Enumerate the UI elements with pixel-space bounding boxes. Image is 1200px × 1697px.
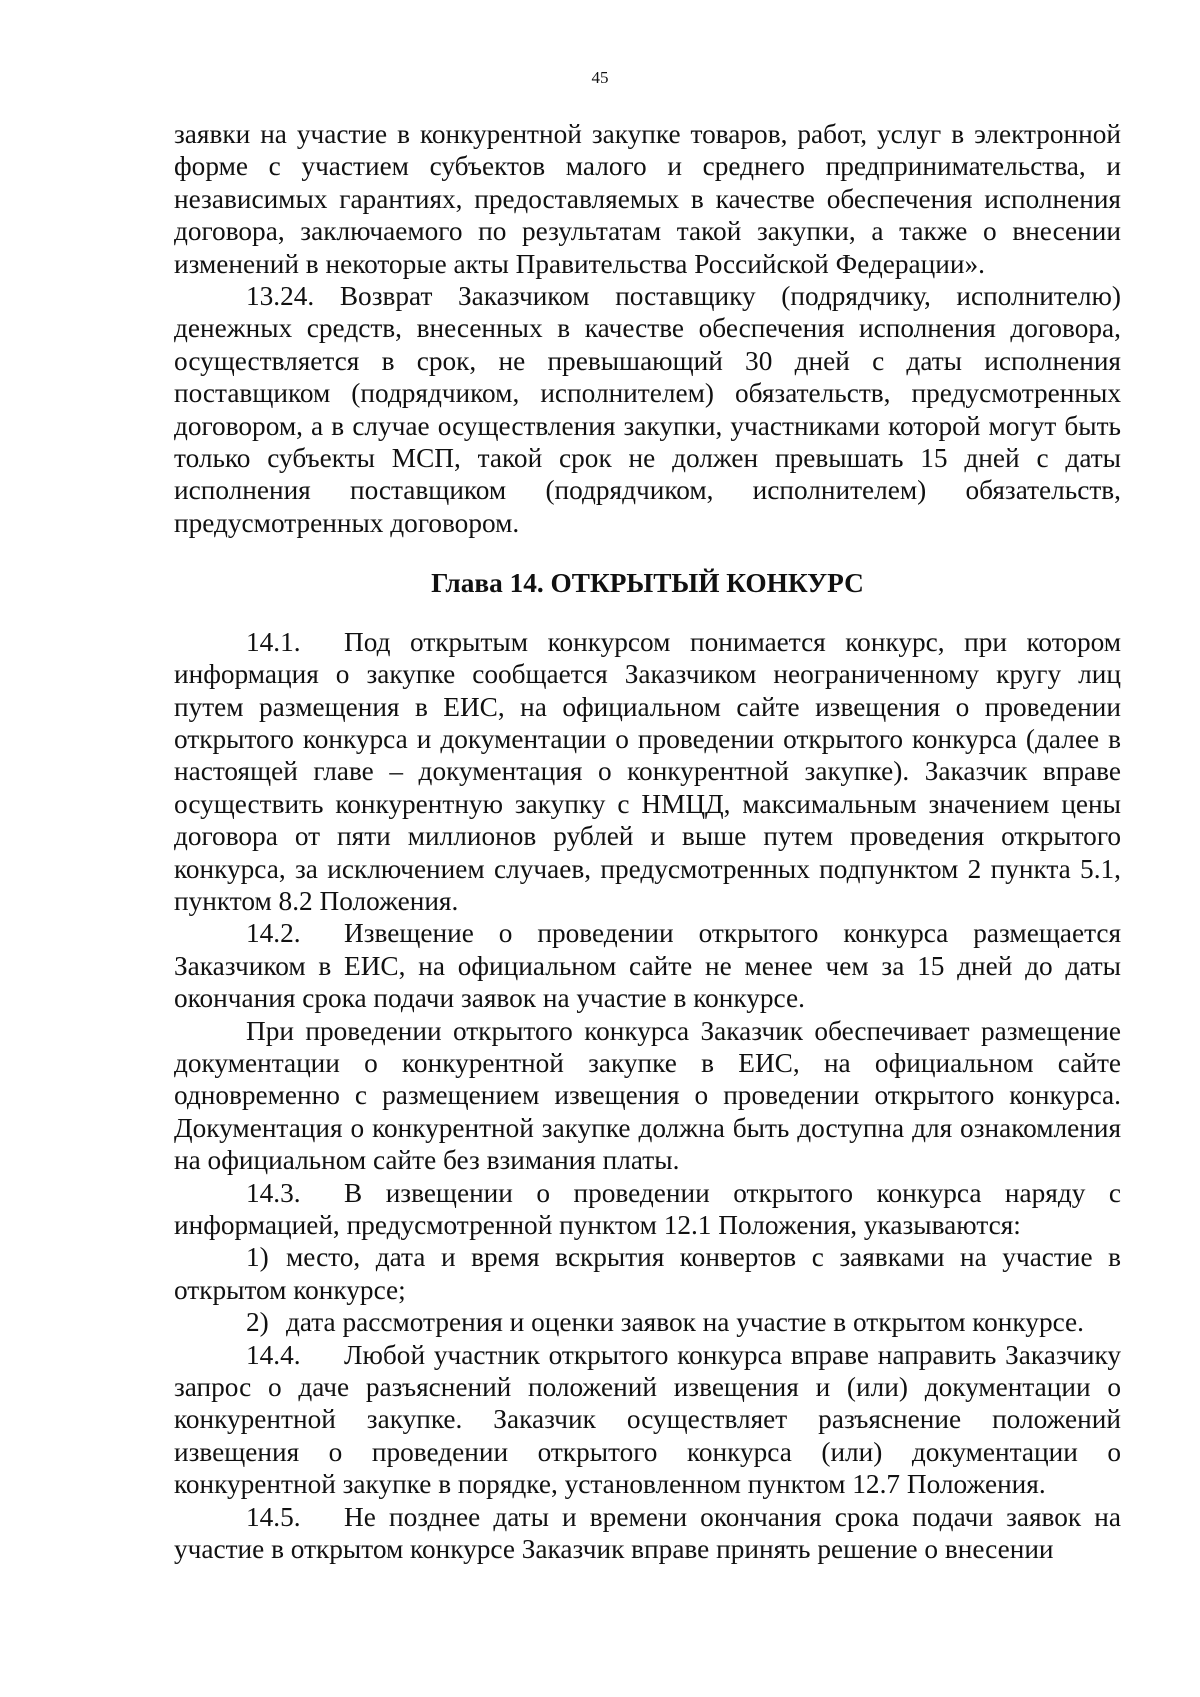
page-number: 45 [591,68,609,87]
clause-number: 14.3. [246,1177,301,1208]
paragraph-13-24: 13.24. Возврат Заказчиком поставщику (подрядчику, исполнителю) денежных средств, внесенных в качестве обеспечения исполнения договора, осуществляется в срок, не превышающий 30 дней с даты исполнения поставщиком (подрядчиком, исполнителем) обязательств, предусмотренных договором, а в случае осуществления закупки, участниками которой могут быть только субъекты МСП, такой срок не должен превышать 15 дней с даты исполнения поставщиком (подрядчиком, исполнителем) обязательств, предусмотренных договором. [174,281,1121,538]
clause-text: Под открытым конкурсом понимается конкурс, при котором информация о закупке сообщается Заказчиком неограниченному кругу лиц путем размещения в ЕИС, на официальном сайте извещения о проведении открытого конкурса и документации о проведении открытого конкурса (далее в настоящей главе – документация о конкурентной закупке). Заказчик вправе осуществить конкурентную закупку с НМЦД, максимальным значением цены договора от пяти миллионов рублей и выше путем проведения открытого конкурса, за исключением случаев, предусмотренных подпунктом 2 пункта 5.1, пунктом 8.2 Положения. [174,626,1121,916]
chapter-heading: Глава 14. ОТКРЫТЫЙ КОНКУРС [431,568,864,599]
paragraph-continuation: заявки на участие в конкурентной закупке товаров, работ, услуг в электронной форме с участием субъектов малого и среднего предпринимательства, и независимых гарантиях, предоставляемых в качестве обеспечения исполнения договора, заключаемого по результатам такой закупки, а также о внесении изменений в некоторые акты Правительства Российской Федерации». [174,119,1121,279]
paragraph-documentation: При проведении открытого конкурса Заказчик обеспечивает размещение документации о конкурентной закупке в ЕИС, на официальном сайте одновременно с размещением извещения о проведении открытого конкурса. Документация о конкурентной закупке должна быть доступна для ознакомления на официальном сайте без взимания платы. [174,1015,1121,1176]
list-text: место, дата и время вскрытия конвертов с заявками на участие в открытом конкурсе; [174,1242,1121,1305]
clause-text: Извещение о проведении открытого конкурса размещается Заказчиком в ЕИС, на официальном сайте не менее чем за 15 дней до даты окончания срока подачи заявок на участие в конкурсе. [174,918,1121,1014]
list-number: 1) [246,1242,269,1273]
clause-number: 14.2. [246,918,301,949]
paragraph-14-4 [174,1339,1121,1501]
list-item-2 [174,1306,1121,1338]
clause-number: 14.4. [246,1339,301,1370]
paragraph-14-5 [174,1501,1121,1566]
clause-text: В извещении о проведении открытого конкурса наряду с информацией, предусмотренной пунктом 12.1 Положения, указываются: [174,1177,1121,1240]
paragraph-14-3 [174,1177,1121,1242]
clause-number: 14.5. [246,1501,301,1532]
clause-text: Не позднее даты и времени окончания срока подачи заявок на участие в открытом конкурсе Заказчик вправе принять решение о внесении [174,1501,1121,1565]
list-text: дата рассмотрения и оценки заявок на участие в открытом конкурсе. [286,1307,1084,1338]
clause-number: 14.1. [246,626,301,657]
list-number: 2) [246,1307,269,1338]
list-item-1 [174,1241,1121,1306]
paragraph-14-1 [174,626,1121,918]
clause-text: Любой участник открытого конкурса вправе направить Заказчику запрос о даче разъяснений положений извещения и (или) документации о конкурентной закупке. Заказчик осуществляет разъяснение положений извещения о проведении открытого конкурса (или) документации о конкурентной закупке в порядке, установленном пунктом 12.7 Положения. [174,1339,1121,1500]
paragraph-14-2 [174,917,1121,1014]
document-body [174,118,1121,1565]
